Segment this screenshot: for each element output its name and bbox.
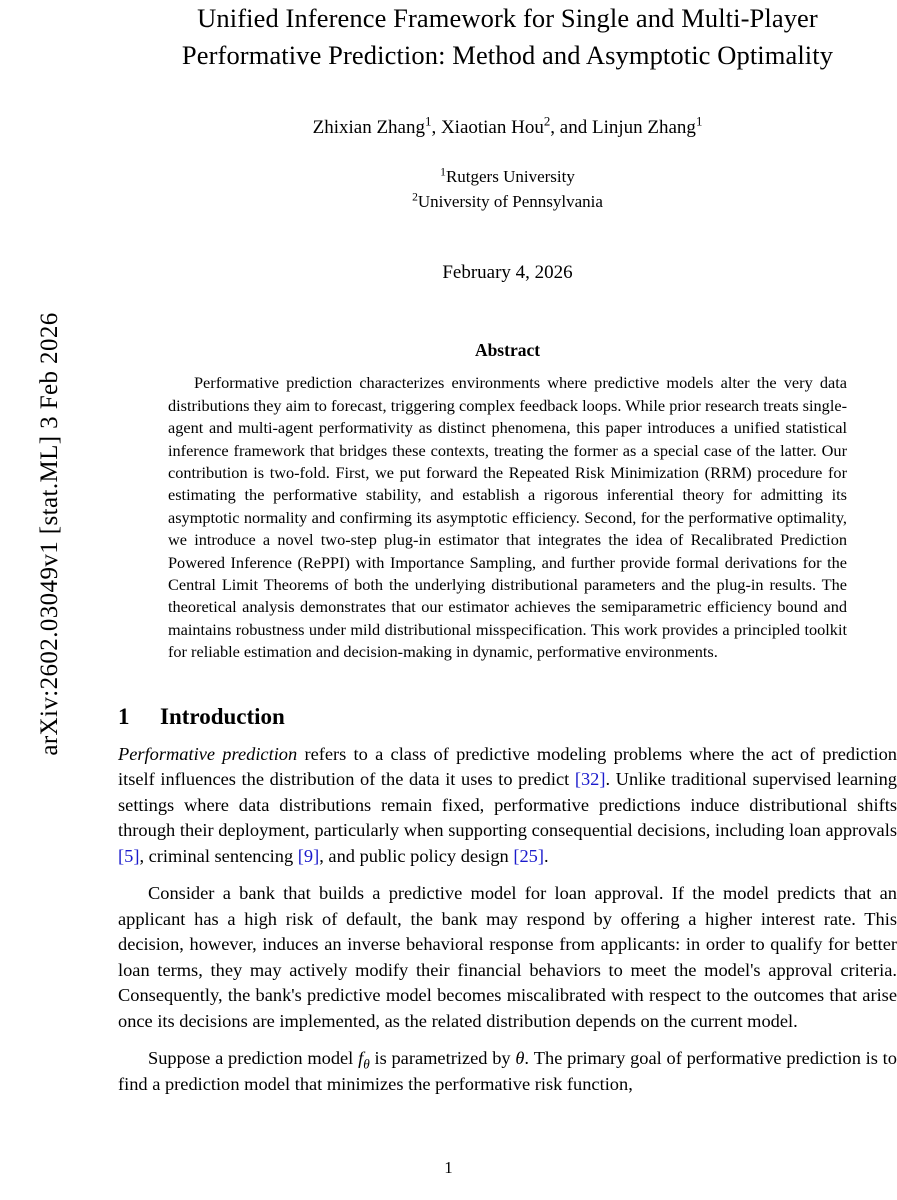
arxiv-identifier-stamp: arXiv:2602.03049v1 [stat.ML] 3 Feb 2026 bbox=[36, 312, 63, 756]
author-3: , and Linjun Zhang bbox=[550, 117, 696, 139]
citation-32[interactable]: [32] bbox=[574, 769, 606, 790]
author-2-affiliation-marker: 2 bbox=[543, 113, 551, 129]
section-heading-introduction bbox=[118, 704, 897, 730]
abstract-heading: Abstract bbox=[474, 340, 541, 361]
page-title bbox=[118, 0, 897, 73]
citation-5[interactable]: [5] bbox=[118, 845, 140, 866]
paragraph-1-text-b: . Unlike traditional supervised learning settings where data distributions remain fixed, performative predictions induce distributional shifts through their deployment, particularly when supporting consequential decisions, including loan approvals bbox=[118, 769, 897, 841]
affiliation-2-name: University of Pennsylvania bbox=[417, 191, 603, 211]
affiliation-1 bbox=[118, 165, 897, 190]
paragraph-3-text-b: is parametrized by bbox=[369, 1048, 516, 1069]
abstract-content: Performative prediction characterizes environments where predictive models alter the very data distributions they aim to forecast, triggering complex feedback loops. While prior research treats single-agent and multi-agent performativity as distinct phenomena, this paper introduces a unified statistical inference framework that bridges these contexts, treating the former as a special case of the latter. Our contribution is two-fold. First, we put forward the Repeated Risk Minimization (RRM) procedure for estimating the performative stability, and establish a rigorous inferential theory for admitting its asymptotic normality and confirming its asymptotic efficiency. Second, for the performative optimality, we introduce a novel two-step plug-in estimator that integrates the idea of Recalibrated Prediction Powered Inference (RePPI) with Importance Sampling, and further provide formal derivations for the Central Limit Theorems of both the underlying distributional parameters and the plug-in results. The theoretical analysis demonstrates that our estimator achieves the semiparametric efficiency bound and maintains robustness under mild distributional misspecification. This work provides a principled toolkit for reliable estimation and decision-making in dynamic, performative environments. bbox=[168, 373, 847, 662]
paragraph-3-text-a: Suppose a prediction model bbox=[148, 1048, 359, 1069]
title-line-1: Unified Inference Framework for Single and Multi-Player bbox=[197, 3, 818, 33]
math-symbol-f-theta: $f_\theta$ bbox=[358, 1048, 370, 1072]
paragraph-1-text-c: , criminal sentencing bbox=[139, 845, 298, 866]
paragraph-1-text-e: . bbox=[543, 845, 549, 866]
author-3-affiliation-marker: 1 bbox=[695, 113, 703, 129]
affiliations bbox=[118, 165, 897, 214]
author-2: , Xiaotian Hou bbox=[431, 117, 544, 139]
paragraph-2: Consider a bank that builds a predictive model for loan approval. If the model predicts that an applicant has a high risk of default, the bank may respond by offering a higher interest rate. This decision, however, induces an inverse behavioral response from applicants: in order to qualify for better loan terms, they may actively modify their financial behaviors to meet the model's approval criteria. Consequently, the bank's predictive model becomes miscalibrated with respect to the outcomes that arise once its decisions are implemented, as the related distribution depends on the current model. bbox=[118, 883, 897, 1031]
paragraph-3-text-c: . The primary goal of performative prediction is to find a prediction model that minimizes the performative risk function, bbox=[118, 1048, 897, 1094]
author-1-affiliation-marker: 1 bbox=[424, 113, 432, 129]
author-list bbox=[118, 113, 897, 139]
citation-25[interactable]: [25] bbox=[513, 845, 544, 866]
page-number: 1 bbox=[444, 1158, 453, 1177]
paper-content bbox=[118, 0, 897, 1097]
affiliation-1-name: Rutgers University bbox=[445, 167, 575, 187]
publication-date: February 4, 2026 bbox=[442, 262, 573, 284]
affiliation-2-marker: 2 bbox=[412, 190, 418, 204]
paragraph-1-text-d: , and public policy design bbox=[319, 845, 514, 866]
author-1: Zhixian Zhang bbox=[312, 117, 425, 139]
abstract-text bbox=[168, 372, 847, 663]
paragraph-1-emphasis: Performative prediction bbox=[118, 743, 298, 764]
affiliation-1-marker: 1 bbox=[440, 165, 446, 179]
affiliation-2 bbox=[118, 190, 897, 215]
paragraph-3 bbox=[118, 1046, 897, 1097]
section-title: Introduction bbox=[160, 703, 285, 729]
math-symbol-theta: θ bbox=[515, 1048, 525, 1069]
section-number: 1 bbox=[118, 703, 130, 729]
citation-9[interactable]: [9] bbox=[297, 845, 320, 866]
paragraph-1 bbox=[118, 742, 897, 869]
title-line-2: Performative Prediction: Method and Asymptotic Optimality bbox=[181, 39, 834, 70]
paragraph-1-text-a: refers to a class of predictive modeling problems where the act of prediction itself influences the distribution of the data it uses to predict bbox=[118, 743, 897, 790]
